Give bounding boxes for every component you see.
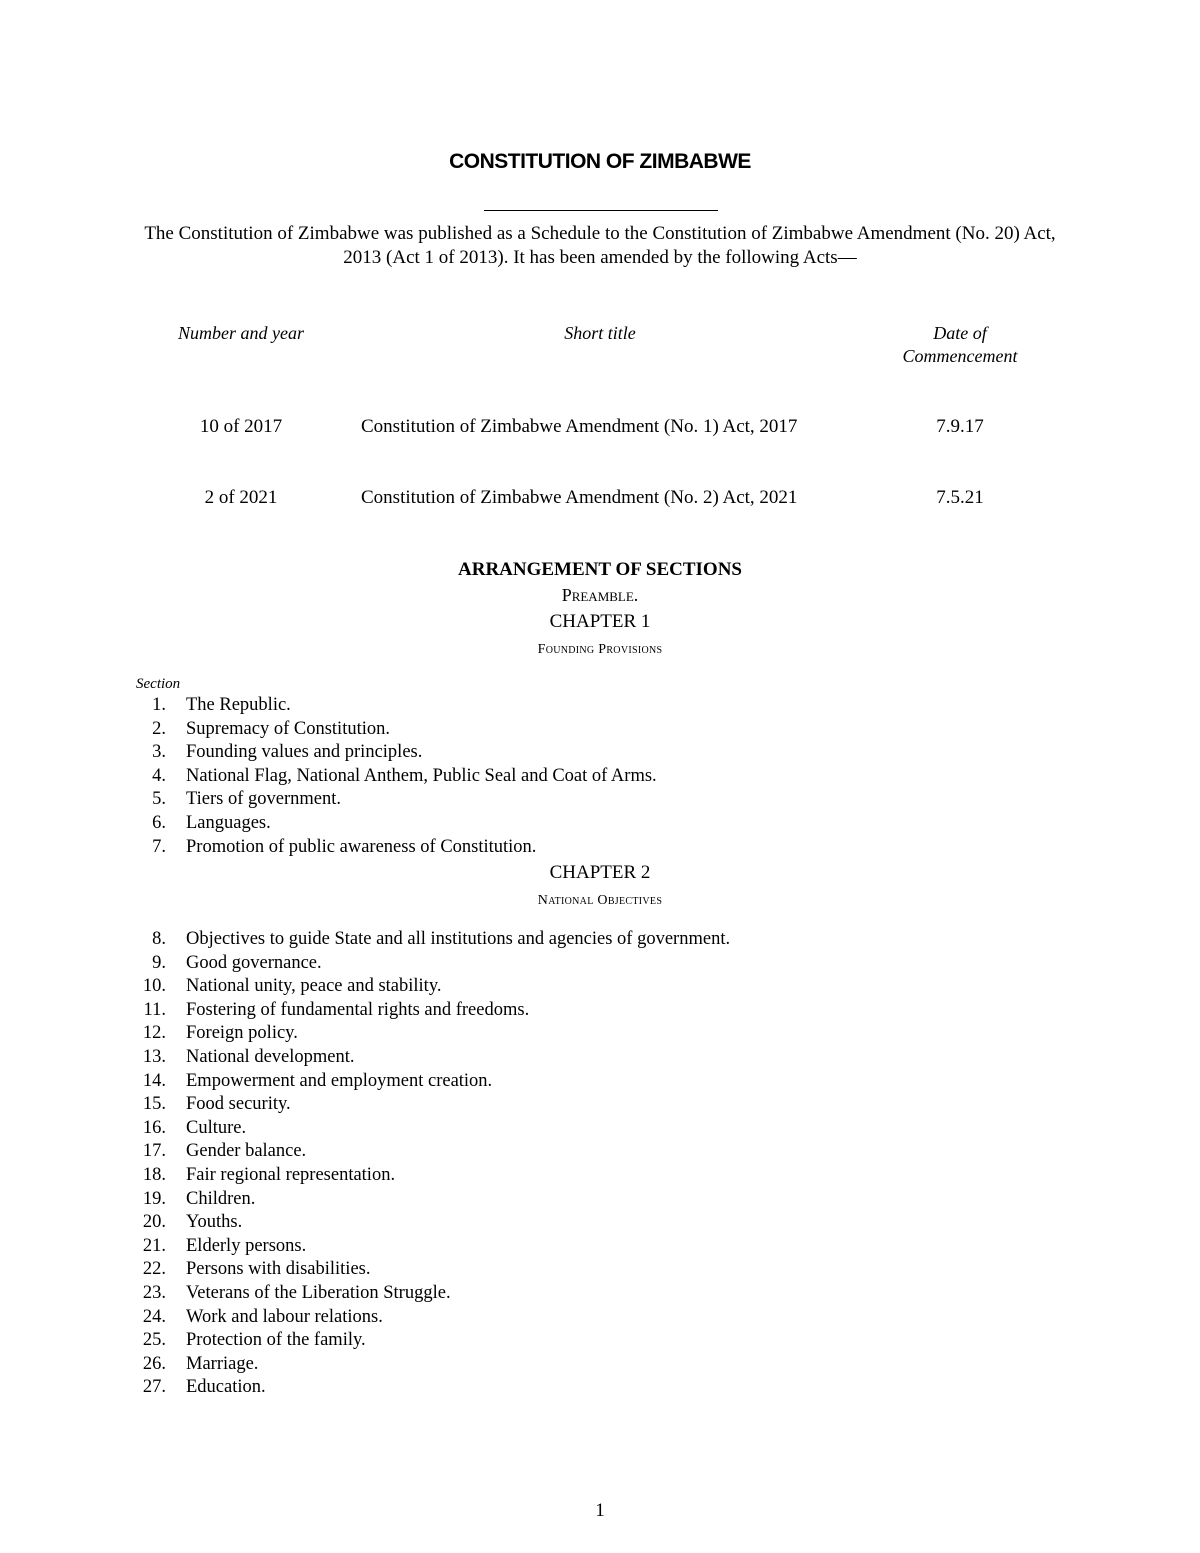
section-number: 23.	[142, 1282, 166, 1303]
table-row-2-number: 2 of 2021	[204, 487, 278, 508]
section-number: 5.	[152, 789, 166, 810]
section-title: Culture.	[186, 1117, 247, 1138]
section-number: 15.	[142, 1094, 166, 1115]
section-number: 11.	[143, 999, 166, 1020]
list-item[interactable]	[0, 1353, 1200, 1377]
section-number: 7.	[152, 836, 166, 857]
list-item[interactable]	[0, 1282, 1200, 1306]
title-rule	[484, 210, 718, 211]
section-number: 13.	[142, 1046, 166, 1067]
list-item[interactable]	[0, 999, 1200, 1023]
document-title: CONSTITUTION OF ZIMBABWE	[449, 150, 751, 173]
section-number: 1.	[152, 695, 166, 715]
section-title: Food security.	[186, 1094, 291, 1115]
section-title: Languages.	[186, 812, 271, 833]
chapter-1-subheading: Founding Provisions	[537, 642, 663, 657]
list-item[interactable]	[0, 1306, 1200, 1330]
arrangement-title: ARRANGEMENT OF SECTIONS	[458, 559, 742, 580]
section-number: 17.	[142, 1141, 166, 1162]
table-row-1-short-title: Constitution of Zimbabwe Amendment (No. 1) Act, 2017	[361, 416, 798, 437]
section-number: 14.	[142, 1070, 166, 1091]
section-title: Empowerment and employment creation.	[186, 1070, 493, 1091]
list-item[interactable]	[0, 1046, 1200, 1070]
list-item[interactable]	[0, 1140, 1200, 1164]
section-title: Work and labour relations.	[186, 1306, 383, 1327]
page-number: 1	[595, 1500, 605, 1521]
section-number: 22.	[142, 1259, 166, 1280]
chapter-2-subheading: National Objectives	[537, 893, 663, 908]
section-number: 3.	[152, 742, 166, 763]
list-item[interactable]	[0, 812, 1200, 836]
section-title: Protection of the family.	[186, 1330, 366, 1351]
section-title: Veterans of the Liberation Struggle.	[186, 1282, 451, 1303]
section-number: 26.	[142, 1353, 166, 1374]
section-number: 8.	[152, 929, 166, 949]
section-title: Fair regional representation.	[186, 1164, 396, 1185]
list-item[interactable]	[0, 1070, 1200, 1094]
section-title: Persons with disabilities.	[186, 1259, 371, 1280]
section-title: Education.	[186, 1377, 266, 1398]
section-column-label: Section	[136, 676, 181, 692]
section-title: Good governance.	[186, 952, 322, 973]
section-number: 16.	[142, 1117, 166, 1138]
col-header-short-title: Short title	[564, 323, 636, 343]
col-header-number: Number and year	[178, 323, 304, 343]
section-number: 21.	[142, 1235, 166, 1256]
section-title: National unity, peace and stability.	[186, 976, 442, 997]
col-header-date-line1: Date of	[933, 323, 987, 343]
list-item[interactable]	[0, 1188, 1200, 1212]
section-title: Fostering of fundamental rights and freedoms.	[186, 999, 530, 1020]
section-title: Foreign policy.	[186, 1023, 298, 1044]
list-item[interactable]	[0, 975, 1200, 999]
list-item[interactable]	[0, 952, 1200, 976]
list-item[interactable]	[0, 788, 1200, 812]
intro-paragraph: The Constitution of Zimbabwe was published as a Schedule to the Constitution of Zimbabwe Amendment (No. 20) Act, 2013 (Act 1 of 2013). It has been amended by the following Acts—	[144, 223, 1056, 268]
list-item[interactable]	[0, 741, 1200, 765]
section-number: 10.	[142, 976, 166, 997]
list-item[interactable]	[0, 1117, 1200, 1141]
list-item[interactable]	[0, 1376, 1200, 1400]
section-title: Elderly persons.	[186, 1235, 307, 1256]
chapter-2-section-list	[0, 928, 1200, 1400]
section-title: National development.	[186, 1046, 355, 1067]
section-title: Children.	[186, 1188, 256, 1209]
section-title: Youths.	[186, 1212, 243, 1233]
section-number: 24.	[142, 1306, 166, 1327]
section-number: 25.	[142, 1330, 166, 1351]
list-item[interactable]	[0, 1329, 1200, 1353]
list-item[interactable]	[0, 1022, 1200, 1046]
section-number: 9.	[152, 952, 166, 973]
list-item[interactable]	[0, 1211, 1200, 1235]
section-title: Promotion of public awareness of Constitution.	[186, 836, 537, 857]
section-number: 19.	[142, 1188, 166, 1209]
section-title: Supremacy of Constitution.	[186, 718, 390, 739]
chapter-2-heading: CHAPTER 2	[549, 862, 651, 883]
section-number: 2.	[152, 718, 166, 739]
list-item[interactable]	[0, 765, 1200, 789]
list-item[interactable]	[0, 928, 1200, 952]
section-number: 20.	[142, 1212, 166, 1233]
section-title: National Flag, National Anthem, Public Seal and Coat of Arms.	[186, 765, 657, 786]
list-item[interactable]	[0, 836, 1200, 860]
chapter-1-heading: CHAPTER 1	[549, 611, 651, 632]
list-item[interactable]	[0, 1093, 1200, 1117]
section-title: Tiers of government.	[186, 789, 342, 810]
section-number: 18.	[142, 1164, 166, 1185]
section-title: Gender balance.	[186, 1141, 307, 1162]
col-header-date-line2: Commencement	[902, 346, 1018, 366]
chapter-1-section-list	[0, 694, 1200, 859]
section-number: 12.	[142, 1023, 166, 1044]
list-item[interactable]	[0, 1235, 1200, 1259]
table-row-1-number: 10 of 2017	[199, 416, 283, 437]
section-number: 27.	[142, 1377, 166, 1398]
preamble-link[interactable]: Preamble.	[561, 585, 639, 605]
section-title: Marriage.	[186, 1353, 259, 1374]
list-item[interactable]	[0, 1164, 1200, 1188]
section-title: The Republic.	[186, 695, 291, 715]
table-row-1-date: 7.9.17	[936, 416, 984, 437]
list-item[interactable]	[0, 694, 1200, 718]
section-number: 4.	[152, 765, 166, 786]
list-item[interactable]	[0, 718, 1200, 742]
list-item[interactable]	[0, 1258, 1200, 1282]
section-title: Objectives to guide State and all institutions and agencies of government.	[186, 929, 731, 949]
section-number: 6.	[152, 812, 166, 833]
table-row-2-date: 7.5.21	[936, 487, 984, 508]
table-row-2-short-title: Constitution of Zimbabwe Amendment (No. 2) Act, 2021	[361, 487, 798, 508]
section-title: Founding values and principles.	[186, 742, 423, 763]
